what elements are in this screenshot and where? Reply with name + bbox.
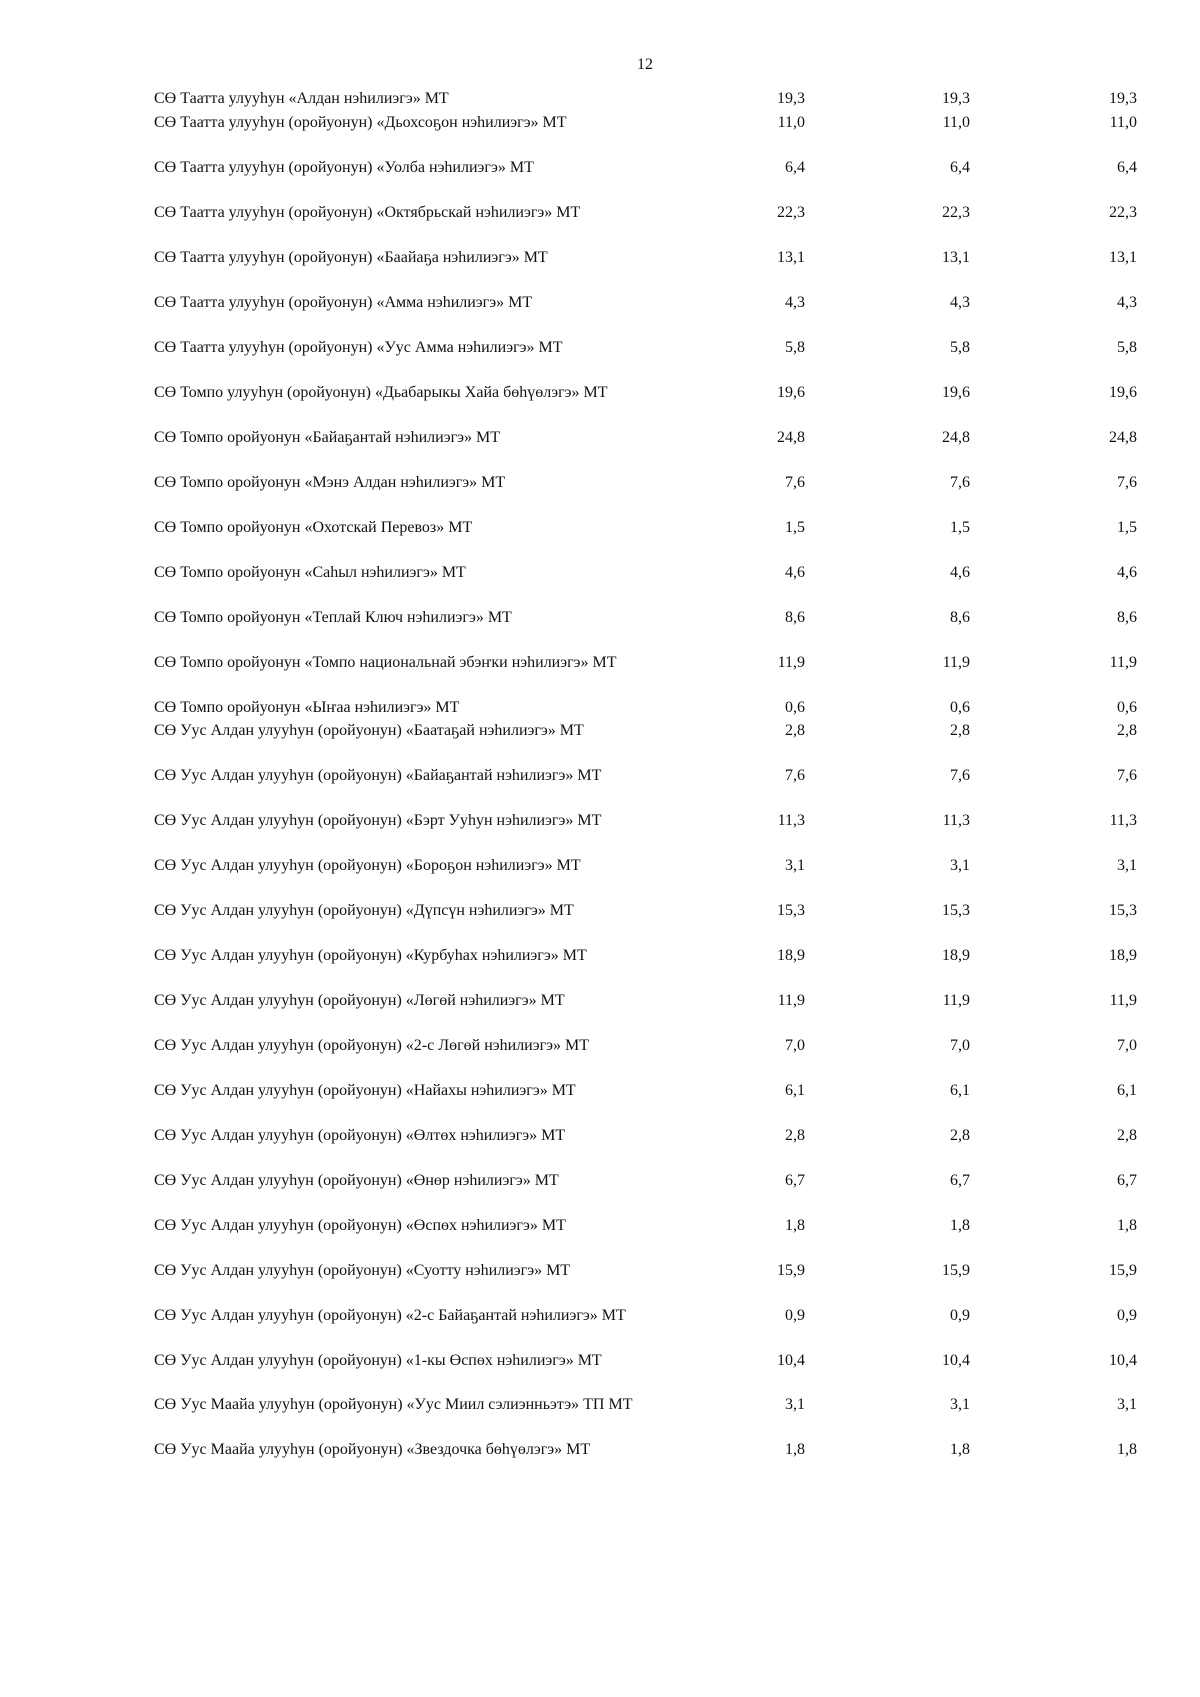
row-label: СӨ Уус Алдан улууһун (оройуонун) «Баатаҕай нэһилиэгэ» МТ [154,722,584,739]
row-label: СӨ Уус Алдан улууһун (оройуонун) «Лөгөй нэһилиэгэ» МТ [154,992,565,1009]
row-value-2: 24,8 [942,429,970,446]
row-value-1: 15,9 [777,1262,805,1279]
row-value-3: 0,9 [1117,1307,1137,1324]
row-value-2: 4,6 [950,564,970,581]
row-value-1: 22,3 [777,204,805,221]
row-label: СӨ Уус Алдан улууһун (оройуонун) «1-кы Өспөх нэһилиэгэ» МТ [154,1352,602,1369]
row-value-2: 3,1 [950,1396,970,1413]
row-value-3: 0,6 [1117,699,1137,716]
row-value-3: 1,5 [1117,519,1137,536]
row-value-1: 6,1 [785,1082,805,1099]
row-label: СӨ Таатта улууһун (оройуонун) «Уус Амма нэһилиэгэ» МТ [154,339,563,356]
row-value-1: 3,1 [785,857,805,874]
row-value-2: 18,9 [942,947,970,964]
row-value-1: 6,7 [785,1172,805,1189]
row-value-1: 4,3 [785,294,805,311]
row-value-3: 11,9 [1109,992,1137,1009]
page-number: 12 [637,56,653,73]
row-value-3: 3,1 [1117,1396,1137,1413]
row-value-1: 18,9 [777,947,805,964]
row-value-3: 11,9 [1109,654,1137,671]
row-label: СӨ Томпо оройуонун «Охотскай Перевоз» МТ [154,519,473,536]
row-value-3: 11,3 [1109,812,1137,829]
row-value-1: 1,8 [785,1217,805,1234]
row-value-3: 13,1 [1109,249,1137,266]
row-label: СӨ Таатта улууһун «Алдан нэһилиэгэ» МТ [154,90,449,107]
row-value-3: 7,6 [1117,474,1137,491]
row-label: СӨ Уус Алдан улууһун (оройуонун) «Өнөр нэһилиэгэ» МТ [154,1172,559,1189]
row-value-1: 15,3 [777,902,805,919]
row-value-3: 6,4 [1117,159,1137,176]
row-value-1: 11,9 [777,654,805,671]
row-value-1: 4,6 [785,564,805,581]
row-value-3: 15,9 [1109,1262,1137,1279]
row-value-3: 19,3 [1109,90,1137,107]
row-value-2: 6,7 [950,1172,970,1189]
row-value-3: 1,8 [1117,1441,1137,1458]
row-value-1: 1,8 [785,1441,805,1458]
row-value-1: 19,3 [777,90,805,107]
row-label: СӨ Томпо улууһун (оройуонун) «Дьабарыкы Хайа бөһүөлэгэ» МТ [154,384,608,401]
row-label: СӨ Уус Алдан улууһун (оройуонун) «2-с Лөгөй нэһилиэгэ» МТ [154,1037,590,1054]
row-value-3: 8,6 [1117,609,1137,626]
row-value-1: 11,0 [777,114,805,131]
row-value-1: 6,4 [785,159,805,176]
row-value-2: 0,9 [950,1307,970,1324]
row-value-1: 7,6 [785,767,805,784]
row-value-1: 0,6 [785,699,805,716]
row-value-2: 19,6 [942,384,970,401]
row-value-1: 19,6 [777,384,805,401]
row-label: СӨ Уус Алдан улууһун (оройуонун) «Өспөх нэһилиэгэ» МТ [154,1217,566,1234]
row-label: СӨ Уус Маайа улууһун (оройуонун) «Звездочка бөһүөлэгэ» МТ [154,1441,591,1458]
row-value-2: 10,4 [942,1352,970,1369]
row-value-2: 13,1 [942,249,970,266]
row-label: СӨ Уус Алдан улууһун (оройуонун) «Суотту нэһилиэгэ» МТ [154,1262,571,1279]
row-value-1: 24,8 [777,429,805,446]
row-value-1: 2,8 [785,1127,805,1144]
row-value-2: 1,8 [950,1217,970,1234]
row-value-2: 15,9 [942,1262,970,1279]
row-label: СӨ Уус Алдан улууһун (оройуонун) «Дүпсүн нэһилиэгэ» МТ [154,902,574,919]
row-value-3: 22,3 [1109,204,1137,221]
row-value-3: 24,8 [1109,429,1137,446]
row-value-1: 3,1 [785,1396,805,1413]
row-value-3: 7,0 [1117,1037,1137,1054]
row-label: СӨ Уус Маайа улууһун (оройуонун) «Уус Миил сэлиэнньэтэ» ТП МТ [154,1396,633,1413]
row-value-2: 11,3 [942,812,970,829]
row-value-1: 8,6 [785,609,805,626]
row-value-1: 11,9 [777,992,805,1009]
row-value-1: 10,4 [777,1352,805,1369]
row-value-3: 7,6 [1117,767,1137,784]
row-value-2: 1,5 [950,519,970,536]
row-value-2: 4,3 [950,294,970,311]
row-value-2: 6,4 [950,159,970,176]
row-value-2: 7,6 [950,767,970,784]
row-value-3: 4,3 [1117,294,1137,311]
row-value-2: 2,8 [950,1127,970,1144]
row-value-1: 11,3 [777,812,805,829]
row-value-2: 19,3 [942,90,970,107]
row-value-1: 7,6 [785,474,805,491]
row-value-1: 7,0 [785,1037,805,1054]
row-value-2: 3,1 [950,857,970,874]
row-label: СӨ Уус Алдан улууһун (оройуонун) «Найахы нэһилиэгэ» МТ [154,1082,576,1099]
row-value-3: 1,8 [1117,1217,1137,1234]
row-label: СӨ Томпо оройуонун «Ыҥаа нэһилиэгэ» МТ [154,699,460,716]
row-value-2: 11,9 [942,654,970,671]
row-value-2: 11,0 [942,114,970,131]
row-label: СӨ Таатта улууһун (оройуонун) «Амма нэһилиэгэ» МТ [154,294,533,311]
row-value-3: 2,8 [1117,1127,1137,1144]
row-value-2: 6,1 [950,1082,970,1099]
row-value-1: 2,8 [785,722,805,739]
row-value-3: 10,4 [1109,1352,1137,1369]
row-value-3: 6,1 [1117,1082,1137,1099]
row-label: СӨ Томпо оройуонун «Саһыл нэһилиэгэ» МТ [154,564,466,581]
row-value-2: 22,3 [942,204,970,221]
row-value-2: 11,9 [942,992,970,1009]
row-value-3: 19,6 [1109,384,1137,401]
row-value-2: 1,8 [950,1441,970,1458]
row-label: СӨ Уус Алдан улууһун (оройуонун) «Курбуһах нэһилиэгэ» МТ [154,947,587,964]
row-label: СӨ Уус Алдан улууһун (оройуонун) «Бэрт Ууһун нэһилиэгэ» МТ [154,812,602,829]
row-value-2: 7,0 [950,1037,970,1054]
row-value-2: 0,6 [950,699,970,716]
row-value-2: 2,8 [950,722,970,739]
row-value-2: 5,8 [950,339,970,356]
row-value-3: 11,0 [1109,114,1137,131]
row-label: СӨ Таатта улууһун (оройуонун) «Октябрьскай нэһилиэгэ» МТ [154,204,581,221]
row-value-2: 15,3 [942,902,970,919]
row-label: СӨ Уус Алдан улууһун (оройуонун) «Өлтөх нэһилиэгэ» МТ [154,1127,566,1144]
row-label: СӨ Томпо оройуонун «Теплай Ключ нэһилиэгэ» МТ [154,609,512,626]
row-value-3: 6,7 [1117,1172,1137,1189]
row-value-3: 5,8 [1117,339,1137,356]
row-label: СӨ Таатта улууһун (оройуонун) «Дьохсоҕон нэһилиэгэ» МТ [154,114,567,131]
row-label: СӨ Уус Алдан улууһун (оройуонун) «Бороҕон нэһилиэгэ» МТ [154,857,581,874]
row-label: СӨ Уус Алдан улууһун (оройуонун) «Байаҕантай нэһилиэгэ» МТ [154,767,602,784]
row-value-1: 1,5 [785,519,805,536]
row-value-3: 3,1 [1117,857,1137,874]
row-value-1: 0,9 [785,1307,805,1324]
row-label: СӨ Томпо оройуонун «Мэнэ Алдан нэһилиэгэ» МТ [154,474,506,491]
row-label: СӨ Томпо оройуонун «Байаҕантай нэһилиэгэ» МТ [154,429,501,446]
row-value-3: 18,9 [1109,947,1137,964]
row-label: СӨ Томпо оройуонун «Томпо национальнай эбэҥки нэһилиэгэ» МТ [154,654,617,671]
row-label: СӨ Таатта улууһун (оройуонун) «Уолба нэһилиэгэ» МТ [154,159,534,176]
row-value-1: 5,8 [785,339,805,356]
row-value-3: 4,6 [1117,564,1137,581]
row-value-1: 13,1 [777,249,805,266]
row-value-2: 8,6 [950,609,970,626]
row-value-2: 7,6 [950,474,970,491]
row-value-3: 15,3 [1109,902,1137,919]
row-label: СӨ Таатта улууһун (оройуонун) «Баайаҕа нэһилиэгэ» МТ [154,249,548,266]
row-value-3: 2,8 [1117,722,1137,739]
row-label: СӨ Уус Алдан улууһун (оройуонун) «2-с Байаҕантай нэһилиэгэ» МТ [154,1307,626,1324]
